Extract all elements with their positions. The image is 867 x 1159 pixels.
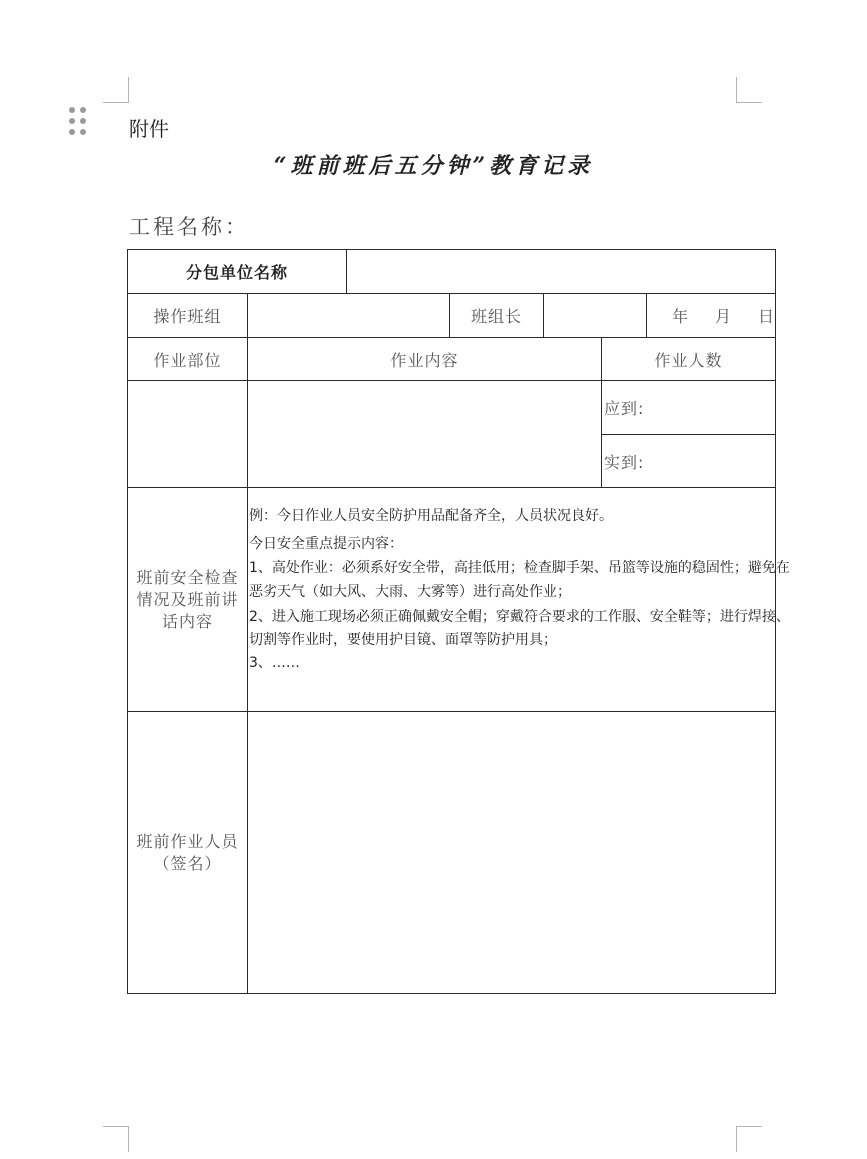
page-corner-mark — [736, 77, 762, 103]
team-leader-input[interactable] — [543, 293, 647, 338]
safety-content-line: 例：今日作业人员安全防护用品配备齐全，人员状况良好。 — [249, 508, 613, 524]
drag-handle-icon[interactable] — [69, 107, 87, 137]
safety-check-label-line: 情况及班前讲 — [136, 589, 239, 609]
actual-count-field[interactable] — [601, 434, 776, 488]
safety-content-line: 恶劣天气（如大风、大雨、大雾等）进行高处作业； — [249, 584, 571, 600]
safety-check-label — [127, 487, 248, 712]
work-content-input[interactable] — [247, 380, 602, 488]
subcontractor-label: 分包单位名称 — [127, 249, 347, 294]
subcontractor-input[interactable] — [346, 249, 776, 294]
page-corner-mark — [103, 77, 129, 103]
expected-label: 应到: — [604, 399, 645, 418]
team-label: 操作班组 — [127, 293, 248, 338]
safety-content-line: 3、…… — [249, 655, 300, 671]
work-content-label: 作业内容 — [247, 337, 602, 381]
document-title: “班前班后五分钟”教育记录 — [273, 153, 594, 179]
safety-check-label-line: 话内容 — [161, 611, 213, 631]
worker-count-label: 作业人数 — [601, 337, 776, 381]
date-year-label: 年 — [671, 307, 689, 326]
safety-check-label-line: 班前安全检查 — [136, 567, 239, 587]
date-day-label: 日 — [757, 307, 775, 326]
signature-label-line: （签名） — [153, 853, 222, 873]
expected-count-field[interactable] — [601, 380, 776, 435]
safety-content-area[interactable] — [247, 487, 790, 712]
team-input[interactable] — [247, 293, 450, 338]
page-corner-mark — [736, 1126, 762, 1152]
date-field[interactable] — [646, 293, 776, 338]
signature-area[interactable] — [247, 711, 776, 994]
signature-label-line: 班前作业人员 — [136, 831, 239, 851]
safety-content-line: 今日安全重点提示内容： — [249, 536, 403, 552]
work-area-label: 作业部位 — [127, 337, 248, 381]
work-area-input[interactable] — [127, 380, 248, 488]
date-month-label: 月 — [714, 307, 732, 326]
attachment-label: 附件 — [129, 117, 169, 141]
team-leader-label: 班组长 — [449, 293, 544, 338]
page-corner-mark — [103, 1126, 129, 1152]
actual-label: 实到: — [604, 452, 645, 472]
safety-content-line: 1、高处作业：必须系好安全带，高挂低用；检查脚手架、吊篮等设施的稳固性；避免在 — [249, 560, 790, 576]
safety-content-line: 切割等作业时，要使用护目镜、面罩等防护用具； — [249, 632, 557, 648]
project-name-label: 工程名称： — [129, 215, 249, 239]
safety-content-line: 2、进入施工现场必须正确佩戴安全帽；穿戴符合要求的工作服、安全鞋等；进行焊接、 — [249, 609, 790, 625]
signature-label — [127, 711, 248, 994]
